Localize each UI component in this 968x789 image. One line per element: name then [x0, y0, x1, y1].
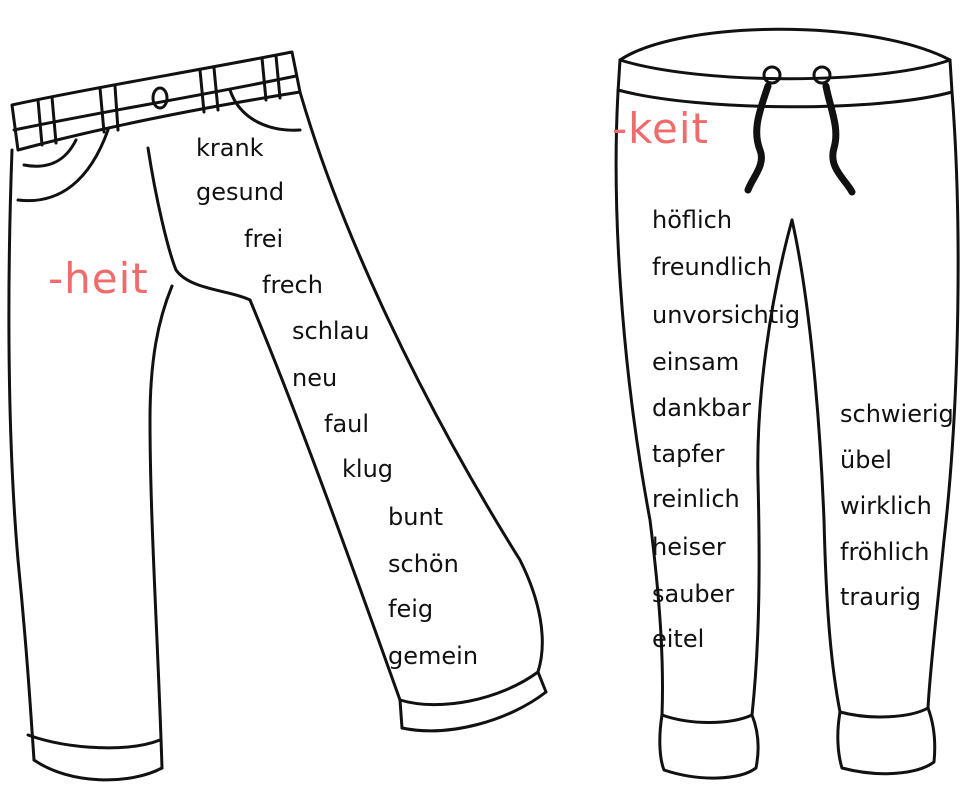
- keit-word-outer-2: übel: [840, 446, 892, 474]
- keit-word-7: reinlich: [652, 485, 740, 513]
- heit-word-9: bunt: [388, 503, 444, 531]
- keit-word-8: heiser: [652, 533, 726, 561]
- keit-word-outer-5: traurig: [840, 583, 921, 611]
- heit-word-10: schön: [388, 550, 459, 578]
- keit-word-9: sauber: [652, 580, 735, 608]
- keit-word-outer-3: wirklich: [840, 492, 932, 520]
- heit-word-12: gemein: [388, 642, 479, 670]
- keit-word-3: unvorsichtig: [652, 301, 801, 329]
- heit-word-3: frei: [244, 225, 284, 253]
- keit-word-outer-1: schwierig: [840, 400, 954, 428]
- heit-word-6: neu: [292, 364, 338, 392]
- heit-word-4: frech: [262, 271, 323, 299]
- keit-word-2: freundlich: [652, 253, 772, 281]
- heit-word-8: klug: [342, 455, 394, 483]
- keit-word-5: dankbar: [652, 394, 751, 422]
- heit-word-5: schlau: [292, 317, 370, 345]
- suffix-keit: -keit: [612, 104, 709, 153]
- keit-word-6: tapfer: [652, 440, 725, 468]
- keit-word-10: eitel: [652, 625, 705, 653]
- keit-word-1: höflich: [652, 206, 733, 234]
- heit-word-11: feig: [388, 595, 434, 623]
- heit-word-1: krank: [196, 134, 264, 162]
- heit-word-2: gesund: [196, 178, 285, 206]
- keit-word-4: einsam: [652, 348, 740, 376]
- keit-word-outer-4: fröhlich: [840, 538, 930, 566]
- heit-word-7: faul: [324, 410, 370, 438]
- suffix-heit: -heit: [48, 254, 149, 303]
